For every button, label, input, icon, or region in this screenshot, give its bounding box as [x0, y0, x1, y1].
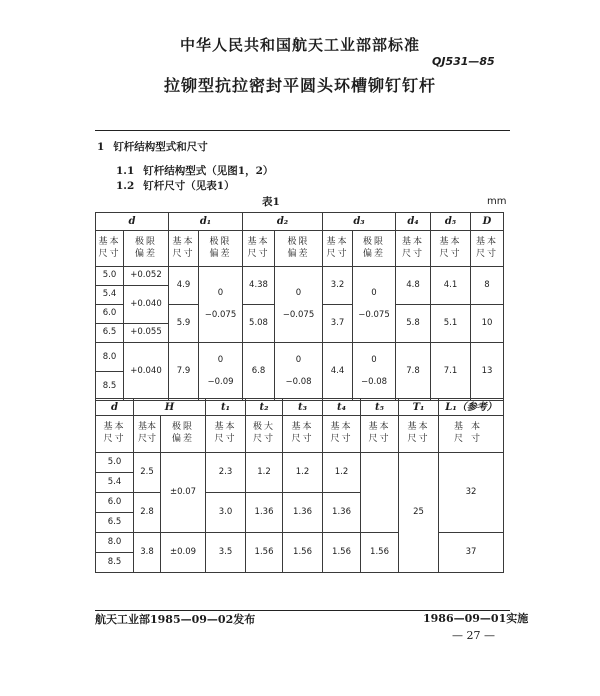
lower-deviation: −0.08 [285, 377, 312, 388]
t1-header-big-d: D [471, 213, 504, 231]
table-2 [95, 398, 504, 573]
t1-d2-value: 5.08 [243, 305, 275, 343]
t1-header-d3: d₃ [323, 213, 396, 231]
t1-header-d5: d₅ [431, 213, 471, 231]
t2-d-value: 5.0 [96, 453, 134, 473]
t2-subheader-h-deviation: 极限 偏差 [161, 416, 206, 453]
t1-d-value: 5.0 [96, 267, 124, 286]
lower-deviation: −0.08 [360, 377, 388, 388]
page-number: — 27 — [452, 629, 495, 642]
t2-h-deviation: ±0.07 [161, 453, 206, 533]
t1-d-value: 6.5 [96, 324, 124, 343]
t1-subheader-d2-deviation: 极限 偏差 [275, 231, 323, 267]
table-1-unit: mm [487, 196, 507, 207]
t2-h-value: 2.8 [134, 493, 161, 533]
t2-d-value: 8.5 [96, 553, 134, 573]
t1-d1-value: 4.9 [169, 267, 199, 305]
standard-code: QJ531—85 [432, 55, 495, 68]
t2-h-deviation: ±0.09 [161, 533, 206, 573]
section-number: 1 [97, 141, 105, 153]
t2-header-l1: L₁（参考） [439, 399, 504, 416]
section-text: 钉杆结构型式和尺寸 [113, 141, 208, 153]
t1-d-value: 6.0 [96, 305, 124, 324]
t1-d4-value: 5.8 [396, 305, 431, 343]
t1-d3-value: 3.2 [323, 267, 353, 305]
t2-h-value: 2.5 [134, 453, 161, 493]
t1-subheader-d5-basic: 基本 尺寸 [431, 231, 471, 267]
t1-subheader-d2-basic: 基本 尺寸 [243, 231, 275, 267]
t1-header-d1: d₁ [169, 213, 243, 231]
t1-d-deviation: +0.055 [124, 324, 169, 343]
table-1 [95, 212, 504, 401]
footer-divider [95, 610, 510, 611]
t1-d4-value: 7.8 [396, 343, 431, 401]
t1-d5-value: 5.1 [431, 305, 471, 343]
t2-t4-value: 1.36 [323, 493, 361, 533]
t1-d2-value: 6.8 [243, 343, 275, 401]
section-1-heading [97, 141, 208, 153]
section-1-2-heading [116, 180, 235, 192]
t2-d-value: 6.0 [96, 493, 134, 513]
t1-d2-value: 4.38 [243, 267, 275, 305]
t2-header-t2: t₂ [246, 399, 283, 416]
t2-t1-value: 3.5 [206, 533, 246, 573]
t2-subheader-l1-basic: 基本 尺寸 [439, 416, 504, 453]
t1-d3-value: 4.4 [323, 343, 353, 401]
effective-date: 1986—09—01实施 [423, 612, 529, 625]
t1-d-value: 8.5 [96, 372, 124, 401]
t1-subheader-d3-deviation: 极限 偏差 [353, 231, 396, 267]
t1-d1-deviation [199, 267, 243, 343]
t1-d-deviation: +0.040 [124, 286, 169, 324]
table-1-caption: 表1 [262, 196, 280, 208]
t2-t3-value: 1.56 [283, 533, 323, 573]
t1-d3-deviation [353, 343, 396, 401]
t2-subheader-t5-basic: 基本 尺寸 [361, 416, 399, 453]
t1-d-value: 5.4 [96, 286, 124, 305]
upper-deviation: 0 [217, 287, 224, 298]
t2-header-t4: t₄ [323, 399, 361, 416]
upper-deviation: 0 [295, 287, 302, 298]
t2-subheader-t1-basic: 基本 尺寸 [206, 416, 246, 453]
t2-header-big-t1: T₁ [399, 399, 439, 416]
t2-l1-value: 32 [439, 453, 504, 533]
t1-subheader-d1-deviation: 极限 偏差 [199, 231, 243, 267]
upper-deviation: 0 [217, 354, 224, 365]
issuer-standard-heading: 中华人民共和国航天工业部部标准 [179, 36, 420, 54]
t2-d-value: 5.4 [96, 473, 134, 493]
t2-subheader-big-t1-basic: 基本 尺寸 [399, 416, 439, 453]
t1-d4-value: 4.8 [396, 267, 431, 305]
t2-header-h: H [134, 399, 206, 416]
upper-deviation: 0 [295, 354, 302, 365]
section-1-1-heading [116, 165, 273, 177]
t1-d2-deviation [275, 343, 323, 401]
t2-t2-value: 1.36 [246, 493, 283, 533]
lower-deviation: −0.075 [282, 310, 315, 321]
section-text: 钉杆尺寸（见表1） [143, 180, 235, 192]
t1-d1-value: 7.9 [169, 343, 199, 401]
t1-header-d4: d₄ [396, 213, 431, 231]
t2-subheader-t3-basic: 基本 尺寸 [283, 416, 323, 453]
t1-d5-value: 7.1 [431, 343, 471, 401]
t1-subheader-d-basic: 基本 尺寸 [96, 231, 124, 267]
t2-d-value: 8.0 [96, 533, 134, 553]
t2-t4-value: 1.56 [323, 533, 361, 573]
t1-d-deviation: +0.052 [124, 267, 169, 286]
section-number: 1.2 [116, 180, 135, 192]
t2-l1-value: 37 [439, 533, 504, 573]
t1-header-d: d [96, 213, 169, 231]
t1-d-deviation: +0.040 [124, 343, 169, 401]
t2-t1-value: 3.0 [206, 493, 246, 533]
upper-deviation: 0 [371, 287, 377, 298]
t1-big-d-value: 8 [471, 267, 504, 305]
t1-d1-value: 5.9 [169, 305, 199, 343]
t1-subheader-big-d-basic: 基本 尺寸 [471, 231, 504, 267]
t1-d3-deviation [353, 267, 396, 343]
t2-t5-value: 1.56 [361, 533, 399, 573]
t1-d1-deviation [199, 343, 243, 401]
section-number: 1.1 [116, 165, 135, 177]
t2-subheader-d-basic: 基本 尺寸 [96, 416, 134, 453]
t2-header-t3: t₃ [283, 399, 323, 416]
t1-header-d2: d₂ [243, 213, 323, 231]
t2-t2-value: 1.2 [246, 453, 283, 493]
document-title: 拉铆型抗拉密封平圆头环槽铆钉钉杆 [163, 76, 436, 95]
t1-big-d-value: 10 [471, 305, 504, 343]
t1-d-value: 8.0 [96, 343, 124, 372]
t2-subheader-t2-max: 极大 尺寸 [246, 416, 283, 453]
t2-t1-value: 2.3 [206, 453, 246, 493]
t2-subheader-h-basic: 基本 尺寸 [134, 416, 161, 453]
lower-deviation: −0.075 [204, 310, 237, 321]
t2-header-t1: t₁ [206, 399, 246, 416]
lower-deviation: −0.075 [358, 310, 390, 321]
t2-t3-value: 1.2 [283, 453, 323, 493]
t1-subheader-d-deviation: 极限 偏差 [124, 231, 169, 267]
t1-subheader-d4-basic: 基本 尺寸 [396, 231, 431, 267]
t2-d-value: 6.5 [96, 513, 134, 533]
t2-t4-value: 1.2 [323, 453, 361, 493]
issue-date: 航天工业部1985—09—02发布 [95, 613, 256, 626]
t1-d3-value: 3.7 [323, 305, 353, 343]
lower-deviation: −0.09 [207, 377, 234, 388]
t2-subheader-t4-basic: 基本 尺寸 [323, 416, 361, 453]
t2-header-d: d [96, 399, 134, 416]
t1-d2-deviation [275, 267, 323, 343]
t2-header-t5: t₅ [361, 399, 399, 416]
header-divider [95, 130, 510, 131]
t1-big-d-value: 13 [471, 343, 504, 401]
t2-big-t1-value: 25 [399, 453, 439, 573]
t1-subheader-d3-basic: 基本 尺寸 [323, 231, 353, 267]
t1-subheader-d1-basic: 基本 尺寸 [169, 231, 199, 267]
t2-t3-value: 1.36 [283, 493, 323, 533]
section-text: 钉杆结构型式（见图1，2） [143, 165, 274, 177]
t1-d5-value: 4.1 [431, 267, 471, 305]
t2-t5-empty-cell [361, 453, 399, 533]
t2-t2-value: 1.56 [246, 533, 283, 573]
t2-h-value: 3.8 [134, 533, 161, 573]
upper-deviation: 0 [371, 354, 377, 365]
